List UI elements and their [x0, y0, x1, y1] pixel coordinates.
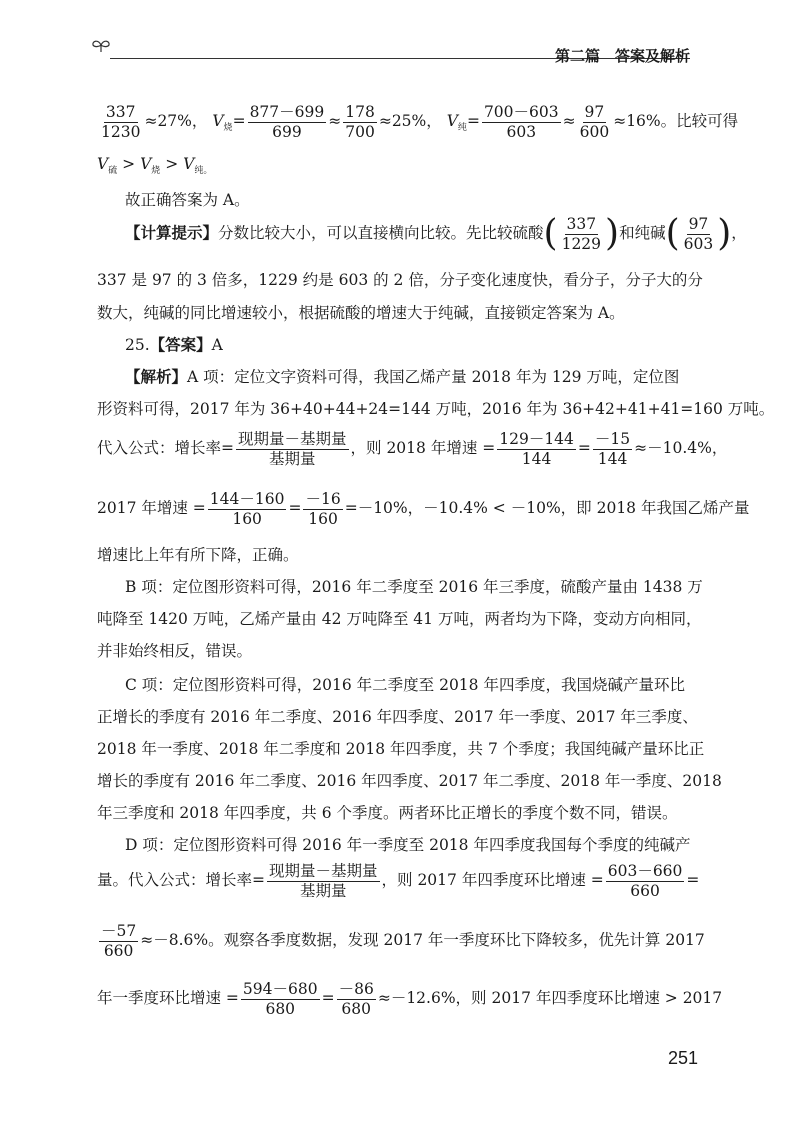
- fraction: $\frac{97}{603}$: [683, 215, 714, 253]
- fraction: $\frac{877-699}{699}$: [249, 103, 325, 141]
- fraction: $\frac{-86}{680}$: [338, 980, 374, 1018]
- header-rule: [110, 58, 530, 59]
- item-b-line1: B 项：定位图形资料可得，2016 年二季度至 2016 年三季度，硫酸产量由 1438 万: [125, 578, 703, 596]
- fraction: $\frac{178}{700}$: [345, 103, 375, 141]
- fraction: $\frac{97}{600}$: [579, 103, 610, 141]
- sprout-icon: [90, 38, 112, 57]
- item-d-line3: $\frac{-57}{660}$ ≈－8.6%。观察各季度数据，发现 2017 年一季度环比下降较多，优先计算 2017: [101, 922, 705, 960]
- fraction: $\frac{-15}{144}$: [594, 430, 631, 468]
- fraction: $\frac{700-603}{603}$: [483, 103, 559, 141]
- item-c-line2: 正增长的季度有 2016 年二季度、2016 年四季度、2017 年一季度、2017 年三季度、: [97, 708, 698, 726]
- question-25-answer: 25.【答案】A: [125, 335, 223, 354]
- fraction: $\frac{337}{1230}$: [101, 103, 141, 141]
- fraction: $\frac{\text{现期量－基期量}}{\text{基期量}}$: [238, 430, 347, 468]
- conclusion: 故正确答案为 A。: [125, 191, 250, 209]
- item-c-line5: 年三季度和 2018 年四季度，共 6 个季度。两者环比正增长的季度个数不同，错误。: [97, 804, 678, 822]
- formula-line-2: $V_硫 > V_烧 > V_{纯。}$: [97, 155, 213, 177]
- fraction: $\frac{144-160}{160}$: [209, 490, 285, 528]
- fraction: $\frac{594-680}{680}$: [242, 980, 318, 1018]
- item-c-line4: 增长的季度有 2016 年二季度、2016 年四季度、2017 年二季度、2018 年一季度、2018: [97, 772, 722, 790]
- tip-line-2: 337 是 97 的 3 倍多，1229 约是 603 的 2 倍，分子变化速度快，看分子，分子大的分: [97, 271, 703, 289]
- analysis-a-line4: 2017 年增速 = $\frac{144-160}{160}$ = $\frac{-16}{160}$ =－10%，－10.4% < －10%，即 2018 年我国乙烯产量: [97, 490, 750, 528]
- page-header: 第二篇 答案及解析: [555, 47, 691, 65]
- analysis-a-line1: 【解析】A 项：定位文字资料可得，我国乙烯产量 2018 年为 129 万吨，定位图: [125, 367, 680, 386]
- item-c-line1: C 项：定位图形资料可得，2016 年二季度至 2018 年四季度，我国烧碱产量环比: [125, 676, 685, 694]
- tip-line-3: 数大，纯碱的同比增速较小，根据硫酸的增速大于纯碱，直接锁定答案为 A。: [97, 304, 625, 322]
- fraction: $\frac{-16}{160}$: [305, 490, 341, 528]
- analysis-a-line2: 形资料可得，2017 年为 36+40+44+24=144 万吨，2016 年为 36+42+41+41=160 万吨。: [97, 400, 775, 418]
- page-number: 251: [668, 1048, 699, 1068]
- fraction: $\frac{-57}{660}$: [101, 922, 137, 960]
- formula-line-1: $\frac{337}{1230}$ ≈27%， $V_烧=$ $\frac{877-699}{699}$ ≈ $\frac{178}{700}$ ≈25%， $V_纯=$ $\frac{700-603}{603}$ ≈ $\frac{97}{600}$ ≈16%。比较可得: [101, 103, 739, 141]
- item-b-line2: 吨降至 1420 万吨，乙烯产量由 42 万吨降至 41 万吨，两者均为下降，变动方向相同，: [97, 610, 702, 628]
- fraction: $\frac{337}{1229}$: [561, 215, 602, 253]
- calc-tip: 【计算提示】分数比较大小，可以直接横向比较。先比较硫酸( $\frac{337}{1229}$ )和纯碱( $\frac{97}{603}$ )，: [125, 213, 747, 255]
- fraction: $\frac{\text{现期量－基期量}}{\text{基期量}}$: [269, 862, 378, 900]
- analysis-a-line5: 增速比上年有所下降，正确。: [97, 546, 299, 564]
- item-d-line4: 年一季度环比增速 = $\frac{594-680}{680}$ = $\frac{-86}{680}$ ≈－12.6%，则 2017 年四季度环比增速 > 2017: [97, 980, 723, 1018]
- item-d-line2: 量。代入公式：增长率= $\frac{\text{现期量－基期量}}{\text{基期量}}$ ，则 2017 年四季度环比增速 = $\frac{603-660}{660}$ =: [97, 862, 700, 900]
- item-d-line1: D 项：定位图形资料可得 2016 年一季度至 2018 年四季度我国每个季度的纯碱产: [125, 836, 691, 854]
- analysis-a-line3: 代入公式：增长率= $\frac{\text{现期量－基期量}}{\text{基期量}}$ ，则 2018 年增速 = $\frac{129-144}{144}$ = $\frac{-15}{144}$ ≈－10.4%，: [97, 430, 728, 468]
- fraction: $\frac{603-660}{660}$: [607, 862, 683, 900]
- item-c-line3: 2018 年一季度、2018 年二季度和 2018 年四季度，共 7 个季度；我国纯碱产量环比正: [97, 740, 705, 758]
- fraction: $\frac{129-144}{144}$: [499, 430, 574, 468]
- item-b-line3: 并非始终相反，错误。: [97, 642, 253, 660]
